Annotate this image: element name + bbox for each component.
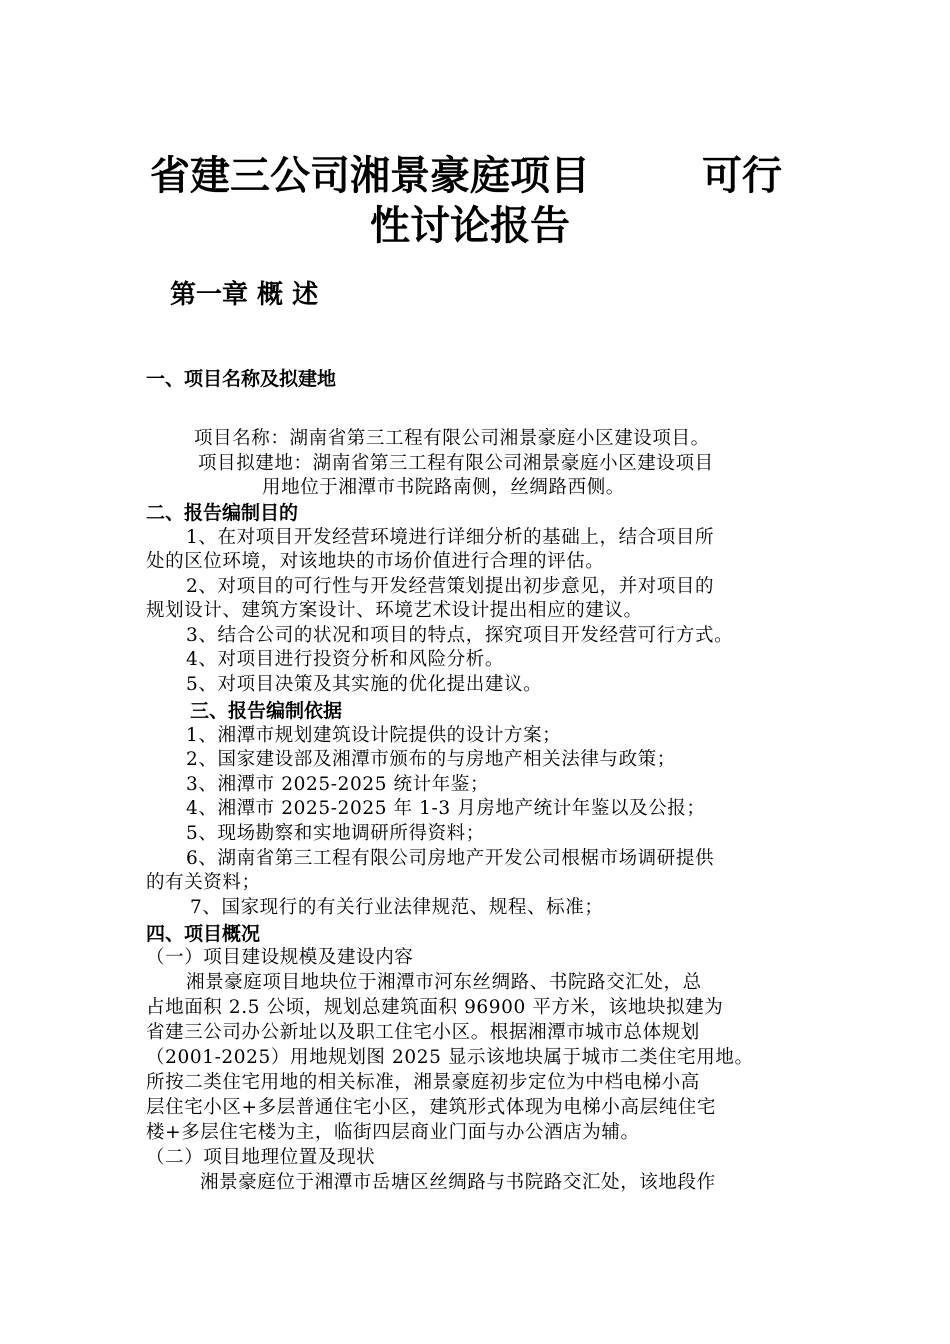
document-title-line-1 bbox=[150, 150, 830, 202]
chapter-heading: 第一章 概 述 bbox=[170, 280, 319, 310]
purpose-item-1b: 处的区位环境，对该地块的市场价值进行合理的评估。 bbox=[146, 551, 605, 572]
section-heading-2: 二、报告编制目的 bbox=[146, 502, 299, 524]
subsection-heading-1: （一）项目建设规模及建设内容 bbox=[146, 947, 414, 968]
basis-item-3: 3、湘潭市 2025-2025 统计年鉴； bbox=[186, 774, 490, 795]
purpose-item-4: 4、对项目进行投资分析和风险分析。 bbox=[186, 649, 504, 670]
basis-item-4: 4、湘潭市 2025-2025 年 1-3 月房地产统计年鉴以及公报； bbox=[186, 798, 706, 819]
purpose-item-2a: 2、对项目的可行性与开发经营策划提出初步意见，并对项目的 bbox=[186, 576, 715, 597]
section-heading-4: 四、项目概况 bbox=[146, 923, 261, 945]
overview-paragraph-line-5: 所按二类住宅用地的相关标准，湘景豪庭初步定位为中档电梯小高 bbox=[146, 1072, 700, 1093]
overview-paragraph-line-1: 湘景豪庭项目地块位于湘潭市河东丝绸路、书院路交汇处，总 bbox=[186, 972, 702, 993]
purpose-item-3: 3、结合公司的状况和项目的特点，探究项目开发经营可行方式。 bbox=[186, 625, 734, 646]
basis-item-6b: 的有关资料； bbox=[146, 872, 261, 893]
title-text-a: 省建三公司湘景豪庭项目 bbox=[150, 153, 590, 199]
section-heading-1: 一、项目名称及拟建地 bbox=[146, 368, 337, 390]
basis-item-7: 7、国家现行的有关行业法律规范、规程、标准； bbox=[190, 897, 604, 918]
overview-paragraph-line-6: 层住宅小区+多层普通住宅小区，建筑形式体现为电梯小高层纯住宅 bbox=[146, 1097, 717, 1118]
purpose-item-2b: 规划设计、建筑方案设计、环境艺术设计提出相应的建议。 bbox=[146, 600, 643, 621]
project-site-line-1: 项目拟建地：湖南省第三工程有限公司湘景豪庭小区建设项目 bbox=[198, 453, 714, 474]
title-text-b: 可行 bbox=[702, 153, 782, 199]
location-paragraph-line-1: 湘景豪庭位于湘潭市岳塘区丝绸路与书院路交汇处，该地段作 bbox=[200, 1172, 716, 1193]
section-heading-3: 三、报告编制依据 bbox=[190, 700, 343, 722]
document-title-line-2: 性讨论报告 bbox=[370, 203, 570, 249]
basis-item-2: 2、国家建设部及湘潭市颁布的与房地产相关法律与政策； bbox=[186, 749, 676, 770]
project-name-line: 项目名称：湖南省第三工程有限公司湘景豪庭小区建设项目。 bbox=[194, 428, 710, 449]
basis-item-5: 5、现场勘察和实地调研所得资料； bbox=[186, 823, 485, 844]
project-site-line-2: 用地位于湘潭市书院路南侧，丝绸路西侧。 bbox=[262, 477, 625, 498]
overview-paragraph-line-2: 占地面积 2.5 公顷，规划总建筑面积 96900 平方米，该地块拟建为 bbox=[146, 997, 724, 1018]
purpose-item-5: 5、对项目决策及其实施的优化提出建议。 bbox=[186, 674, 543, 695]
purpose-item-1a: 1、在对项目开发经营环境进行详细分析的基础上，结合项目所 bbox=[186, 527, 715, 548]
subsection-heading-2: （二）项目地理位置及现状 bbox=[146, 1147, 376, 1168]
overview-paragraph-line-4: （2001-2025）用地规划图 2025 显示该地块属于城市二类住宅用地。 bbox=[146, 1047, 754, 1068]
overview-paragraph-line-3: 省建三公司办公新址以及职工住宅小区。根据湘潭市城市总体规划 bbox=[146, 1022, 700, 1043]
basis-item-6a: 6、湖南省第三工程有限公司房地产开发公司根椐市场调研提供 bbox=[186, 848, 715, 869]
basis-item-1: 1、湘潭市规划建筑设计院提供的设计方案； bbox=[186, 725, 562, 746]
overview-paragraph-line-7: 楼+多层住宅楼为主，临街四层商业门面与办公酒店为辅。 bbox=[146, 1122, 640, 1143]
